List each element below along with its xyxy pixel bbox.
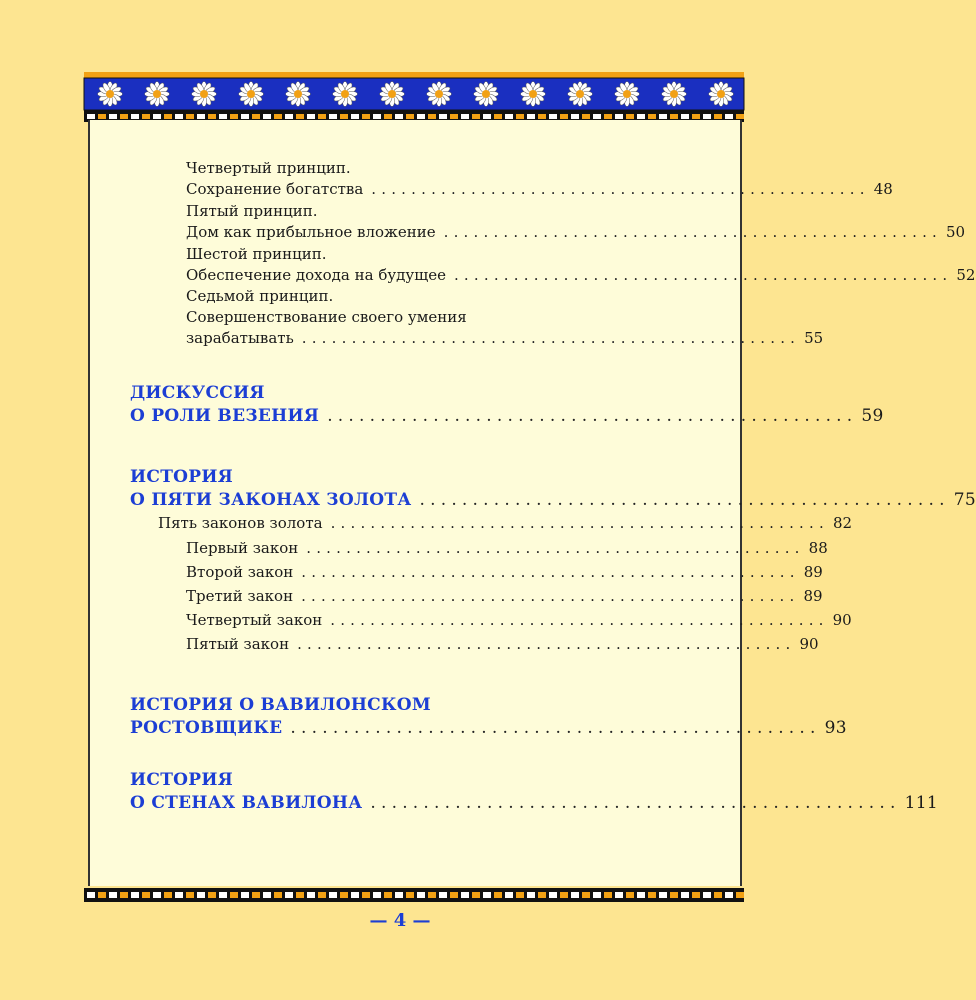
section-title: ИСТОРИЯ — [130, 467, 233, 487]
page-ref: 48 — [873, 180, 893, 198]
toc-entry-principle-5[interactable] — [186, 201, 966, 243]
dot-leader: .................................................. — [306, 539, 805, 557]
entry-subtitle: Сохранение богатства — [186, 180, 364, 198]
toc-entry-law-4[interactable] — [186, 610, 852, 631]
dot-leader: .................................................. — [297, 635, 796, 653]
dot-leader: .................................................. — [301, 329, 801, 347]
dot-leader: .................................................. — [301, 563, 800, 581]
entry-subtitle: Обеспечение дохода на будущее — [186, 266, 446, 284]
entry-title: Четвертый закон — [186, 611, 323, 629]
toc-entry-walls-story[interactable] — [130, 769, 938, 815]
dot-leader: .................................................. — [330, 514, 829, 532]
section-subtitle: РОСТОВЩИКЕ — [130, 718, 283, 738]
dot-leader: .................................................. — [443, 223, 943, 241]
section-title: ДИСКУССИЯ — [130, 383, 265, 403]
toc-entry-law-2[interactable] — [186, 562, 823, 583]
dot-leader: .................................................. — [327, 406, 858, 426]
page-number: — 4 — — [369, 910, 431, 931]
page-ref: 59 — [861, 406, 884, 426]
dot-leader: .................................................. — [453, 266, 953, 284]
page-ref: 82 — [832, 514, 853, 532]
toc-entry-law-3[interactable] — [186, 586, 823, 607]
dot-leader: .................................................. — [330, 611, 829, 629]
page-ref: 55 — [804, 329, 824, 347]
page-frame — [84, 72, 976, 902]
toc-entry-five-laws[interactable] — [158, 513, 853, 534]
page-ref: 50 — [946, 223, 966, 241]
toc-entry-law-1[interactable] — [186, 538, 828, 559]
page-ref: 89 — [803, 563, 823, 581]
decorative-bottom-border — [84, 888, 744, 902]
toc-entry-principle-7[interactable] — [186, 286, 824, 349]
section-subtitle: О РОЛИ ВЕЗЕНИЯ — [130, 406, 320, 426]
page-ref: 89 — [803, 587, 823, 605]
toc-entry-principle-4[interactable] — [186, 158, 893, 200]
page-ref: 88 — [808, 539, 828, 557]
section-subtitle: О ПЯТИ ЗАКОНАХ ЗОЛОТА — [130, 490, 412, 510]
section-subtitle: О СТЕНАХ ВАВИЛОНА — [130, 793, 363, 813]
section-title: ИСТОРИЯ — [130, 770, 233, 790]
entry-title: Третий закон — [186, 587, 294, 605]
decorative-top-border — [84, 72, 744, 122]
entry-subtitle: Совершенствование своего умения — [186, 308, 467, 326]
entry-title: Пятый закон — [186, 635, 290, 653]
entry-subtitle-cont: зарабатывать — [186, 329, 294, 347]
toc-entry-discussion[interactable] — [130, 382, 884, 428]
toc-panel — [88, 120, 976, 886]
entry-title: Четвертый принцип. — [186, 159, 351, 177]
dot-leader: .................................................. — [370, 793, 901, 813]
toc-entry-gold-laws-story[interactable] — [130, 466, 976, 512]
dot-leader: .................................................. — [290, 718, 821, 738]
dot-leader: .................................................. — [301, 587, 800, 605]
page-ref: 111 — [904, 793, 938, 813]
page-ref: 52 — [956, 266, 976, 284]
toc-entry-moneylender-story[interactable] — [130, 694, 847, 740]
page-ref: 75 — [953, 490, 976, 510]
dot-leader: .................................................. — [371, 180, 870, 198]
page-ref: 90 — [832, 611, 852, 629]
entry-title: Пять законов золота — [158, 514, 323, 532]
entry-subtitle: Дом как прибыльное вложение — [186, 223, 436, 241]
entry-title: Шестой принцип. — [186, 245, 327, 263]
entry-title: Второй закон — [186, 563, 294, 581]
entry-title: Пятый принцип. — [186, 202, 318, 220]
entry-title: Седьмой принцип. — [186, 287, 334, 305]
page-ref: 90 — [799, 635, 819, 653]
entry-title: Первый закон — [186, 539, 299, 557]
toc-entry-principle-6[interactable] — [186, 244, 976, 286]
page-ref: 93 — [824, 718, 847, 738]
dot-leader: .................................................. — [419, 490, 950, 510]
toc-entry-law-5[interactable] — [186, 634, 819, 655]
section-title: ИСТОРИЯ О ВАВИЛОНСКОМ — [130, 695, 432, 715]
